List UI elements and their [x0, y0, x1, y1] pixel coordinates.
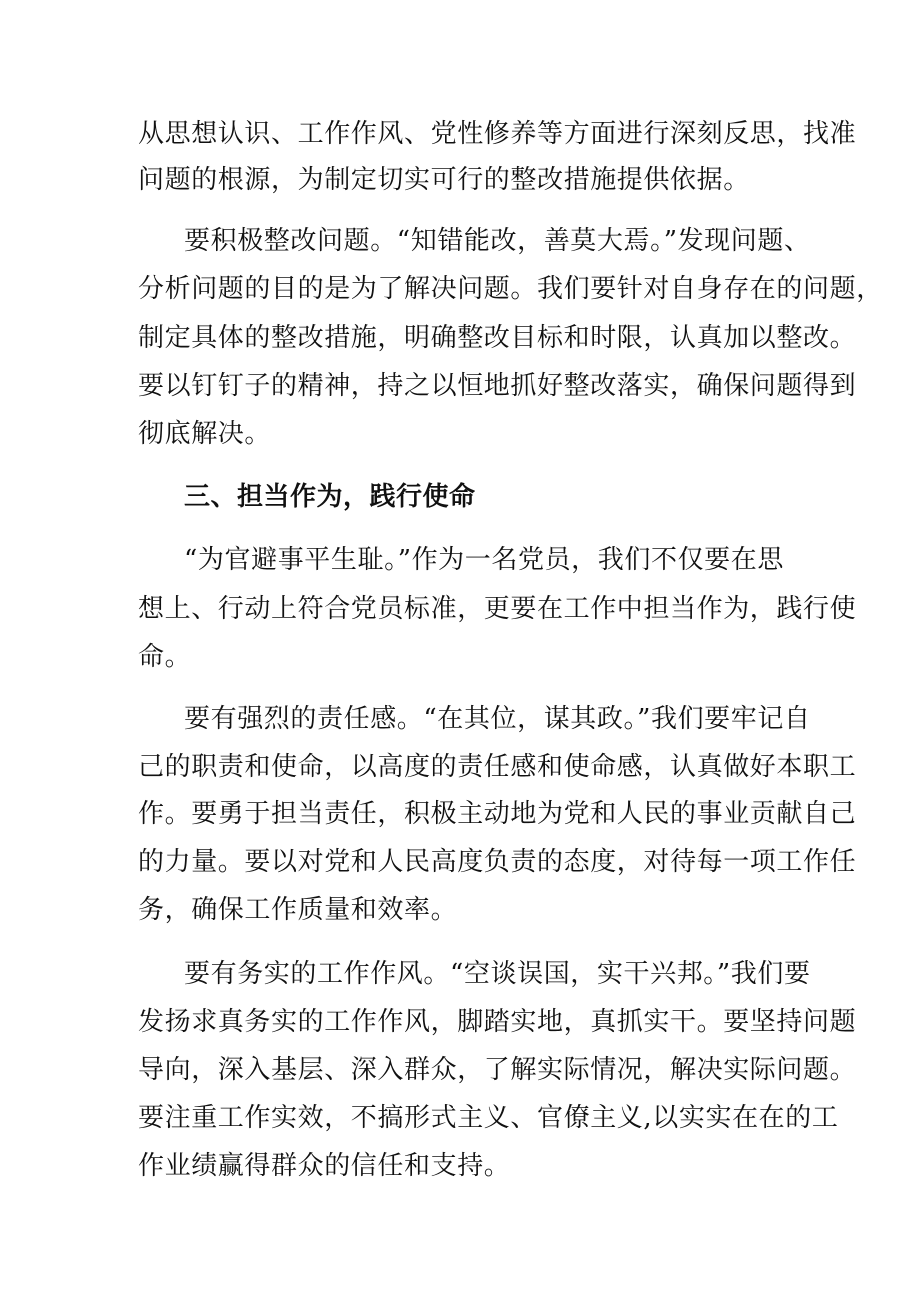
paragraph-line: 发扬求真务实的工作作风，脚踏实地，真抓实干。要坚持问题 — [138, 1007, 857, 1037]
paragraph-line: 导向，深入基层、深入群众，了解实际情况，解决实际问题。 — [138, 1055, 857, 1085]
paragraph-line: 制定具体的整改措施，明确整改目标和时限，认真加以整改。 — [138, 323, 857, 353]
paragraph-line: 命。 — [138, 642, 192, 672]
section-heading: 三、担当作为，践行使命 — [184, 482, 476, 512]
paragraph-line: 想上、行动上符合党员标准，更要在工作中担当作为，践行使 — [138, 594, 857, 624]
paragraph-line: 己的职责和使命，以高度的责任感和使命感，认真做好本职工 — [138, 752, 857, 782]
paragraph-line: 要有务实的工作作风。“空谈误国，实干兴邦。”我们要 — [184, 959, 811, 989]
paragraph-line: 从思想认识、工作作风、党性修养等方面进行深刻反思，找准 — [138, 119, 857, 149]
paragraph-line: 作业绩赢得群众的信任和支持。 — [138, 1151, 511, 1181]
paragraph-line: “为官避事平生耻。”作为一名党员，我们不仅要在思 — [184, 545, 784, 575]
paragraph-line: 要以钉钉子的精神，持之以恒地抓好整改落实，确保问题得到 — [138, 371, 857, 401]
paragraph-line: 要注重工作实效，不搞形式主义、官僚主义,以实实在在的工 — [138, 1103, 839, 1133]
paragraph-line: 问题的根源，为制定切实可行的整改措施提供依据。 — [138, 165, 750, 195]
paragraph-line: 彻底解决。 — [138, 419, 272, 449]
paragraph-line: 的力量。要以对党和人民高度负责的态度，对待每一项工作任 — [138, 847, 857, 877]
paragraph-line: 作。要勇于担当责任，积极主动地为党和人民的事业贡献自己 — [138, 799, 857, 829]
paragraph-line: 要积极整改问题。“知错能改，善莫大焉。”发现问题、 — [184, 226, 811, 256]
paragraph-line: 要有强烈的责任感。“在其位，谋其政。”我们要牢记自 — [184, 704, 811, 734]
paragraph-line: 务，确保工作质量和效率。 — [138, 895, 458, 925]
paragraph-line: 分析问题的目的是为了解决问题。我们要针对自身存在的问题， — [138, 274, 883, 304]
